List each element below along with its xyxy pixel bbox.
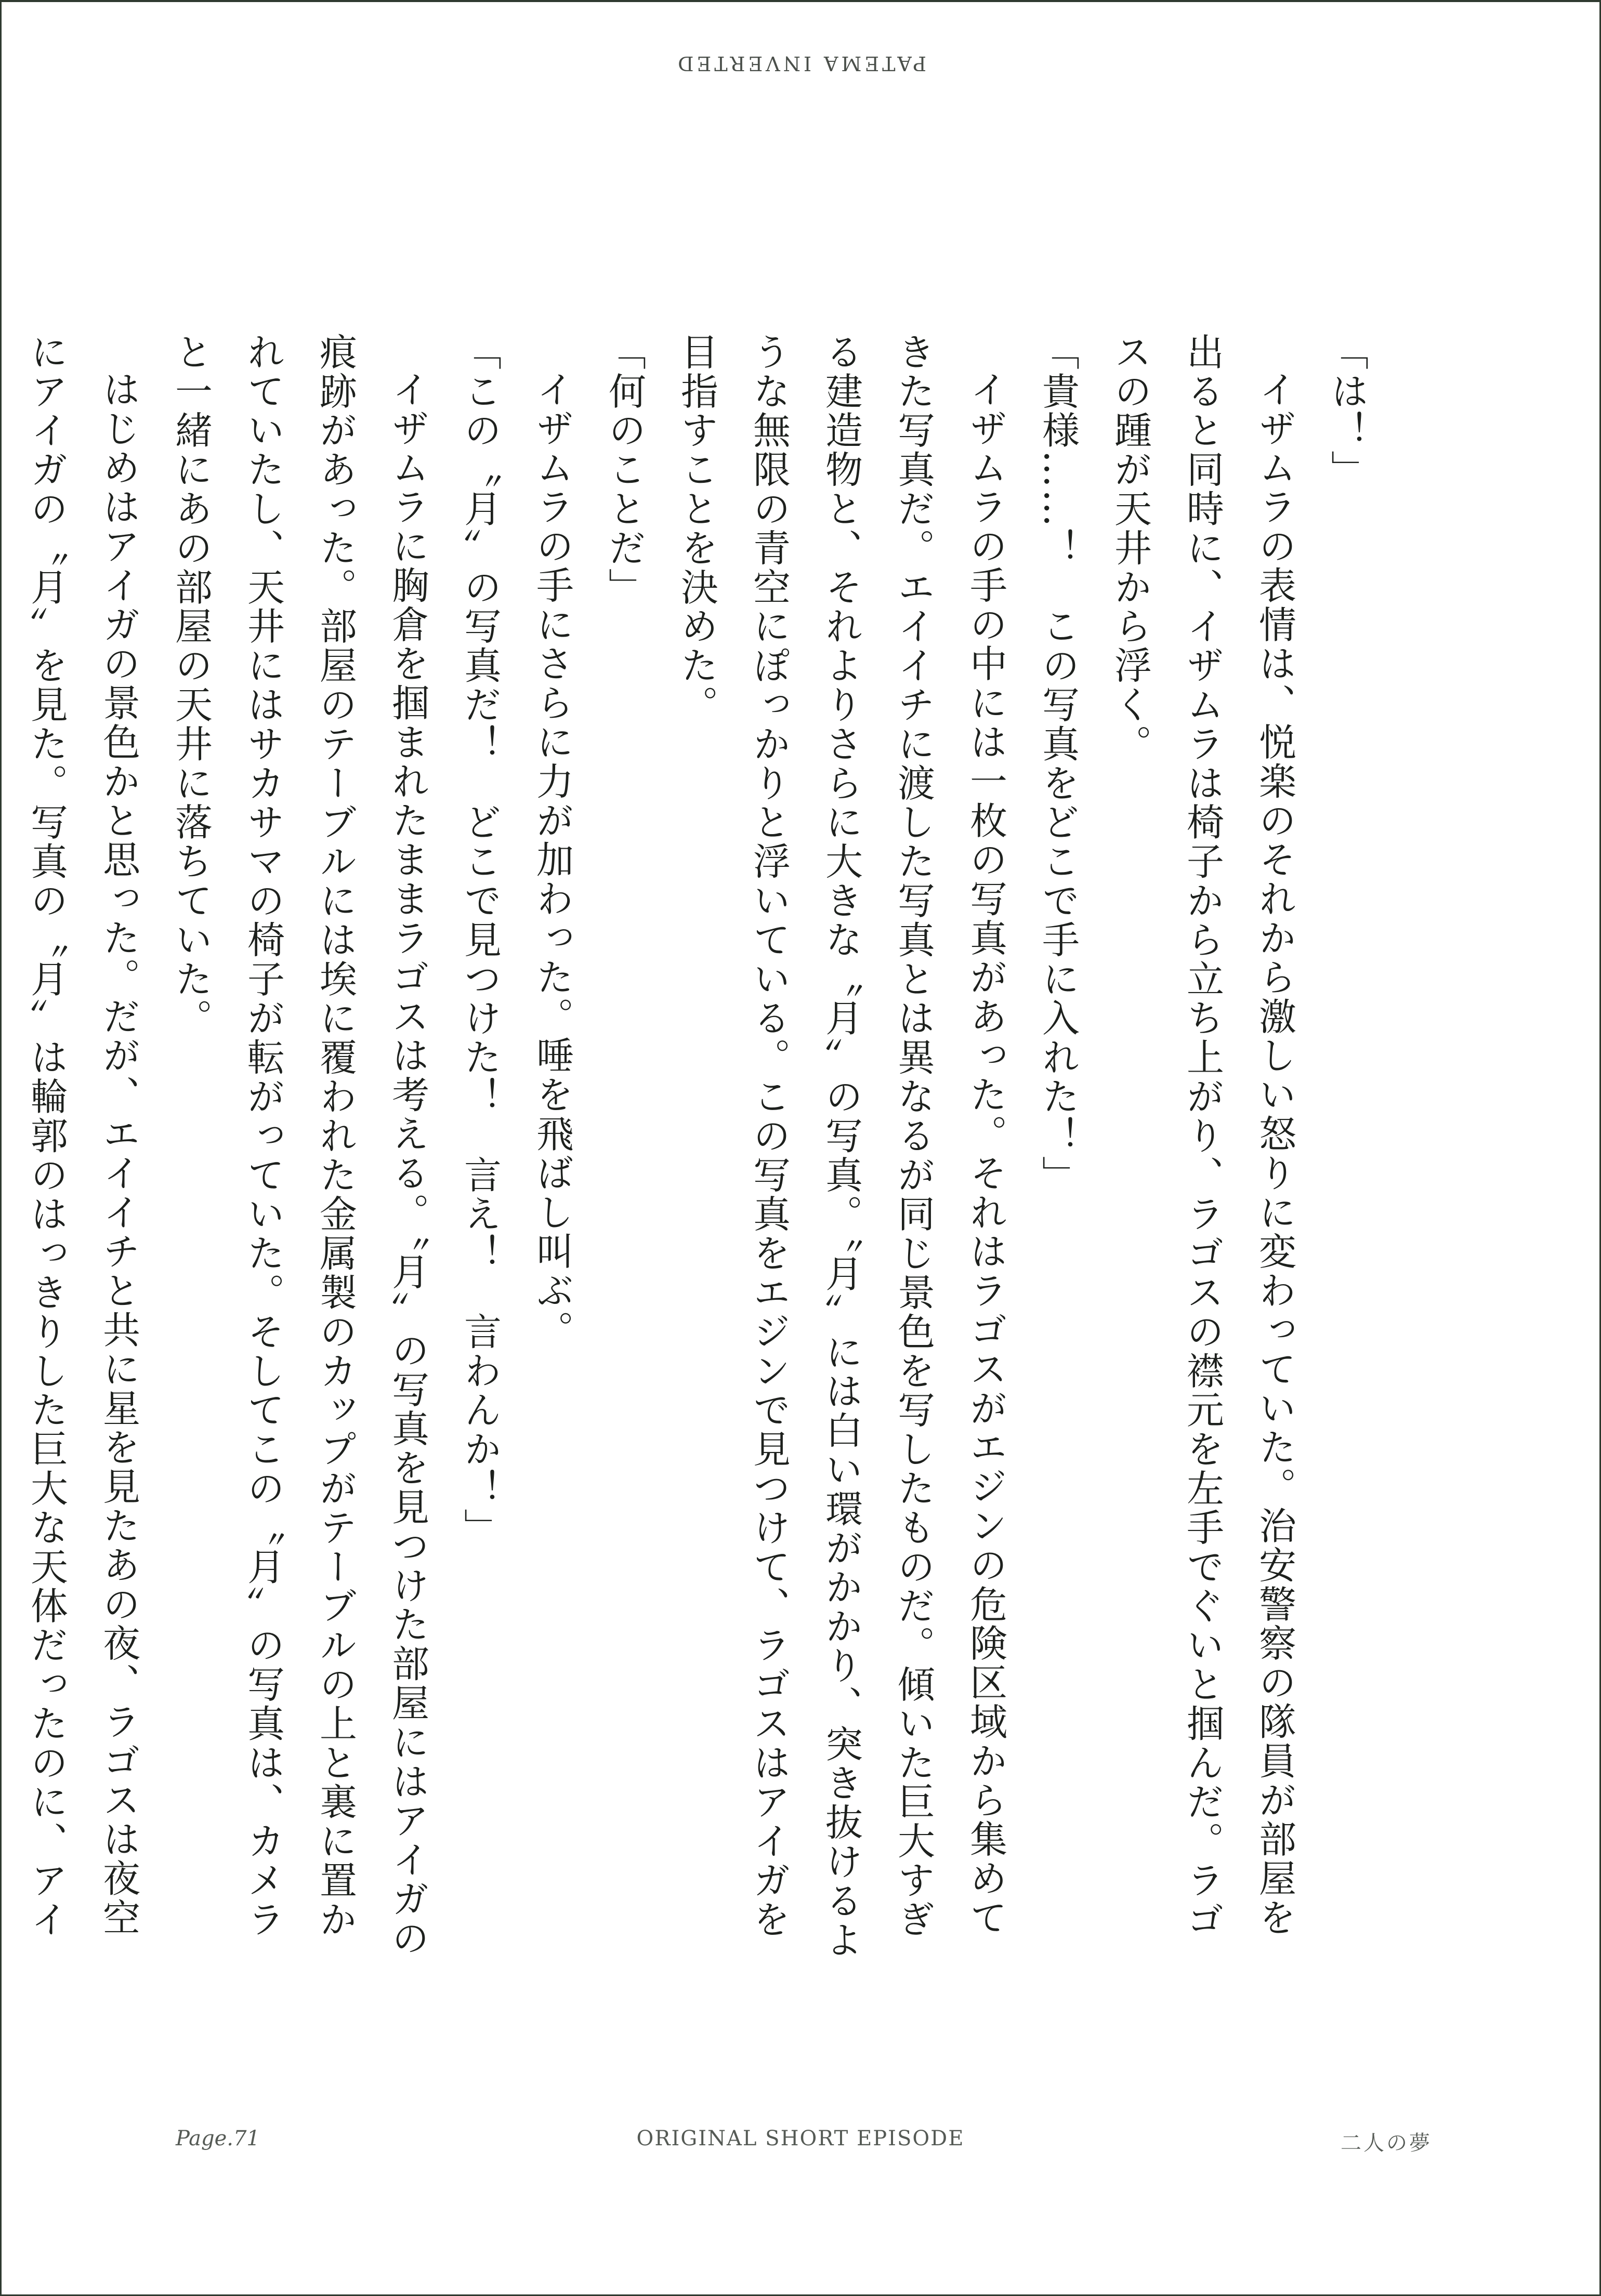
narration-paragraph: イザムラの表情は、悦楽のそれから激しい怒りに変わっていた。治安警察の隊員が部屋を出ると同時に、イザムラは椅子から立ち上がり、ラゴスの襟元を左手でぐいと掴んだ。ラゴスの踵が天井から浮く。 bbox=[1108, 333, 1296, 1939]
dialogue-paragraph: 「は！」 bbox=[1325, 333, 1369, 490]
episode-label: ORIGINAL SHORT EPISODE bbox=[636, 2127, 965, 2150]
novel-body-text bbox=[0, 333, 1383, 1975]
page-number: Page.71 bbox=[176, 2127, 260, 2150]
narration-paragraph: イザムラの手にさらに力が加わった。唾を飛ばし叫ぶ。 bbox=[530, 370, 574, 1350]
chapter-title: 二人の夢 bbox=[1341, 2131, 1432, 2155]
narration-paragraph: はじめはアイガの景色かと思った。だが、エイイチと共に星を見たあの夜、ラゴスは夜空にアイガの〝月〟を見た。写真の〝月〟は輪郭のはっきりした巨大な天体だったのに、アイ bbox=[24, 333, 140, 1939]
narration-paragraph: イザムラに胸倉を掴まれたままラゴスは考える。〝月〟の写真を見つけた部屋にはアイガの痕跡があった。部屋のテーブルには埃に覆われた金属製のカップがテーブルの上と裏に置かれていたし、天井にはサカサマの椅子が転がっていた。そしてこの〝月〟の写真は、カメラと一緒にあの部屋の天井に落ちていた。 bbox=[169, 333, 429, 1958]
running-header: PATEMA INVERTED bbox=[675, 52, 926, 75]
dialogue-paragraph: 「貴様……！ この写真をどこで手に入れた！」 bbox=[1036, 333, 1080, 1195]
dialogue-paragraph: 「何のことだ」 bbox=[602, 333, 646, 607]
dialogue-paragraph: 「この〝月〟の写真だ！ どこで見つけた！ 言え！ 言わんか！」 bbox=[458, 333, 502, 1548]
narration-paragraph: イザムラの手の中には一枚の写真があった。それはラゴスがエジンの危険区域から集めてきた写真だ。エイイチに渡した写真とは異なるが同じ景色を写したものだ。傾いた巨大すぎる建造物と、それよりさらに大きな〝月〟の写真。〝月〟には白い環がかかり、突き抜けるような無限の青空にぽっかりと浮いている。この写真をエジンで見つけて、ラゴスはアイガを目指すことを決めた。 bbox=[675, 333, 1007, 1960]
